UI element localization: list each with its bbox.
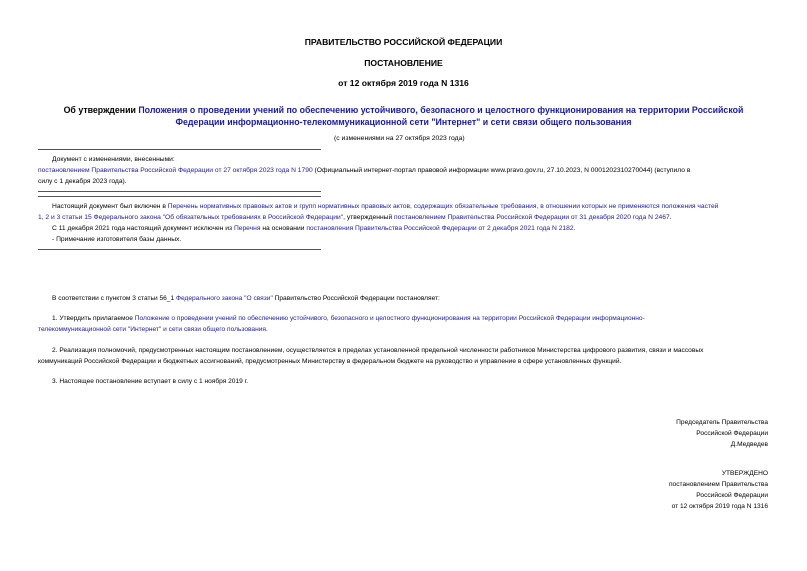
- notice-top-rule: [38, 196, 321, 197]
- notice-bottom-rule: [38, 249, 321, 250]
- signature-block: [676, 417, 768, 450]
- notice-p2-text-2: на основании: [260, 225, 307, 232]
- document-date-number: от 12 октября 2019 года N 1316: [338, 78, 469, 88]
- preamble-text: В соответствии с пунктом 3 статьи 56_1: [52, 295, 176, 302]
- clause-3: 3. Настоящее постановление вступает в силу с 1 ноября 2019 г.: [52, 378, 249, 385]
- clause-1: [38, 313, 770, 335]
- clause-1-line-2: [38, 324, 770, 335]
- clause-1-text: 1. Утвердить прилагаемое: [52, 315, 135, 322]
- signature-org: Российской Федерации: [696, 430, 768, 437]
- edition-note: (с изменениями на 27 октября 2023 года): [334, 135, 465, 142]
- changes-top-rule: [38, 149, 321, 150]
- signature-name: Д.Медведев: [730, 441, 768, 448]
- changes-link[interactable]: постановлением Правительства Российской Федерации от 27 октября 2023 года N 1790: [38, 167, 313, 174]
- changes-line-3: силу с 1 декабря 2023 года).: [38, 178, 127, 185]
- government-heading: ПРАВИТЕЛЬСТВО РОССИЙСКОЙ ФЕДЕРАЦИИ: [304, 37, 503, 47]
- approval-block: [669, 468, 768, 512]
- title-line-1: [0, 104, 807, 116]
- title-prefix: Об утверждении: [63, 105, 139, 115]
- signature-title: Председатель Правительства: [676, 419, 768, 426]
- document-title: [0, 104, 807, 128]
- notice-law-link[interactable]: 1, 2 и 3 статьи 15 Федерального закона "Об обязательных требованиях в Российской Федерации": [38, 214, 344, 221]
- approval-heading: УТВЕРЖДЕНО: [721, 470, 768, 477]
- approval-date: от 12 октября 2019 года N 1316: [671, 503, 768, 510]
- changes-text: [38, 165, 778, 176]
- preamble-text-2: Правительство Российской Федерации постановляет:: [272, 295, 440, 302]
- title-link-continued[interactable]: Федерации информационно-телекоммуникационной сети "Интернет" и сети связи общего пользования: [175, 117, 632, 127]
- preamble: [52, 293, 440, 304]
- notice-paragraph-1: [38, 201, 778, 223]
- notice-p2-text: С 11 декабря 2021 года настоящий документ исключен из: [52, 225, 234, 232]
- notice-p1-text-2: , утвержденный: [343, 214, 395, 221]
- notice-p1-end: .: [669, 214, 672, 221]
- notice-producer-note: - Примечание изготовителя базы данных.: [52, 236, 182, 243]
- changes-intro: Документ с изменениями, внесенными:: [52, 156, 175, 163]
- title-link[interactable]: Положения о проведении учений по обеспечению устойчивого, безопасного и целостного функционирования на территории Российской: [138, 105, 744, 115]
- notice-p1-text: Настоящий документ был включен в: [52, 203, 168, 210]
- changes-bottom-rule: [38, 191, 321, 192]
- regulation-link[interactable]: Положение о проведении учений по обеспечению устойчивого, безопасного и целостного функционирования на территории Российской Федерации информационно-: [134, 315, 645, 322]
- approval-org: Российской Федерации: [696, 492, 768, 499]
- changes-rest: (Официальный интернет-портал правовой информации www.pravo.gov.ru, 27.10.2023, N 0001202310270044) (вступило в: [312, 167, 691, 174]
- notice-paragraph-2: [52, 223, 778, 234]
- document-type: ПОСТАНОВЛЕНИЕ: [364, 58, 443, 68]
- notice-list-link[interactable]: Перечень нормативных правовых актов и групп нормативных правовых актов, содержащих обязательные требования, в отношении которых не применяются положения частей: [167, 203, 719, 210]
- communications-law-link[interactable]: Федерального закона "О связи": [175, 295, 273, 302]
- clause-1-line-1: [38, 313, 770, 324]
- regulation-link-continued[interactable]: телекоммуникационной сети "Интернет" и сети связи общего пользования: [38, 326, 266, 333]
- notice-p1-line-2: [38, 212, 778, 223]
- clause-1-end: .: [265, 326, 268, 333]
- approval-by: постановлением Правительства: [668, 481, 768, 488]
- notice-p2-end: .: [573, 225, 576, 232]
- notice-p1-line-1: [38, 201, 778, 212]
- clause-2-line-2: коммуникаций Российской Федерации и бюджетных ассигнований, предусмотренных Министерству в федеральном бюджете на руководство и управление в сфере установленных функций.: [38, 358, 622, 365]
- notice-list-short-link[interactable]: Перечня: [233, 225, 261, 232]
- clause-2-line-1: 2. Реализация полномочий, предусмотренных настоящим постановлением, осуществляется в пределах установленной предельной численности работников Министерства цифрового развития, связи и массовых: [52, 347, 704, 354]
- notice-exclusion-decree-link[interactable]: постановления Правительства Российской Федерации от 2 декабря 2021 года N 2182: [306, 225, 574, 232]
- notice-decree-link[interactable]: постановлением Правительства Российской Федерации от 31 декабря 2020 года N 2467: [394, 214, 670, 221]
- clause-2: [38, 345, 770, 367]
